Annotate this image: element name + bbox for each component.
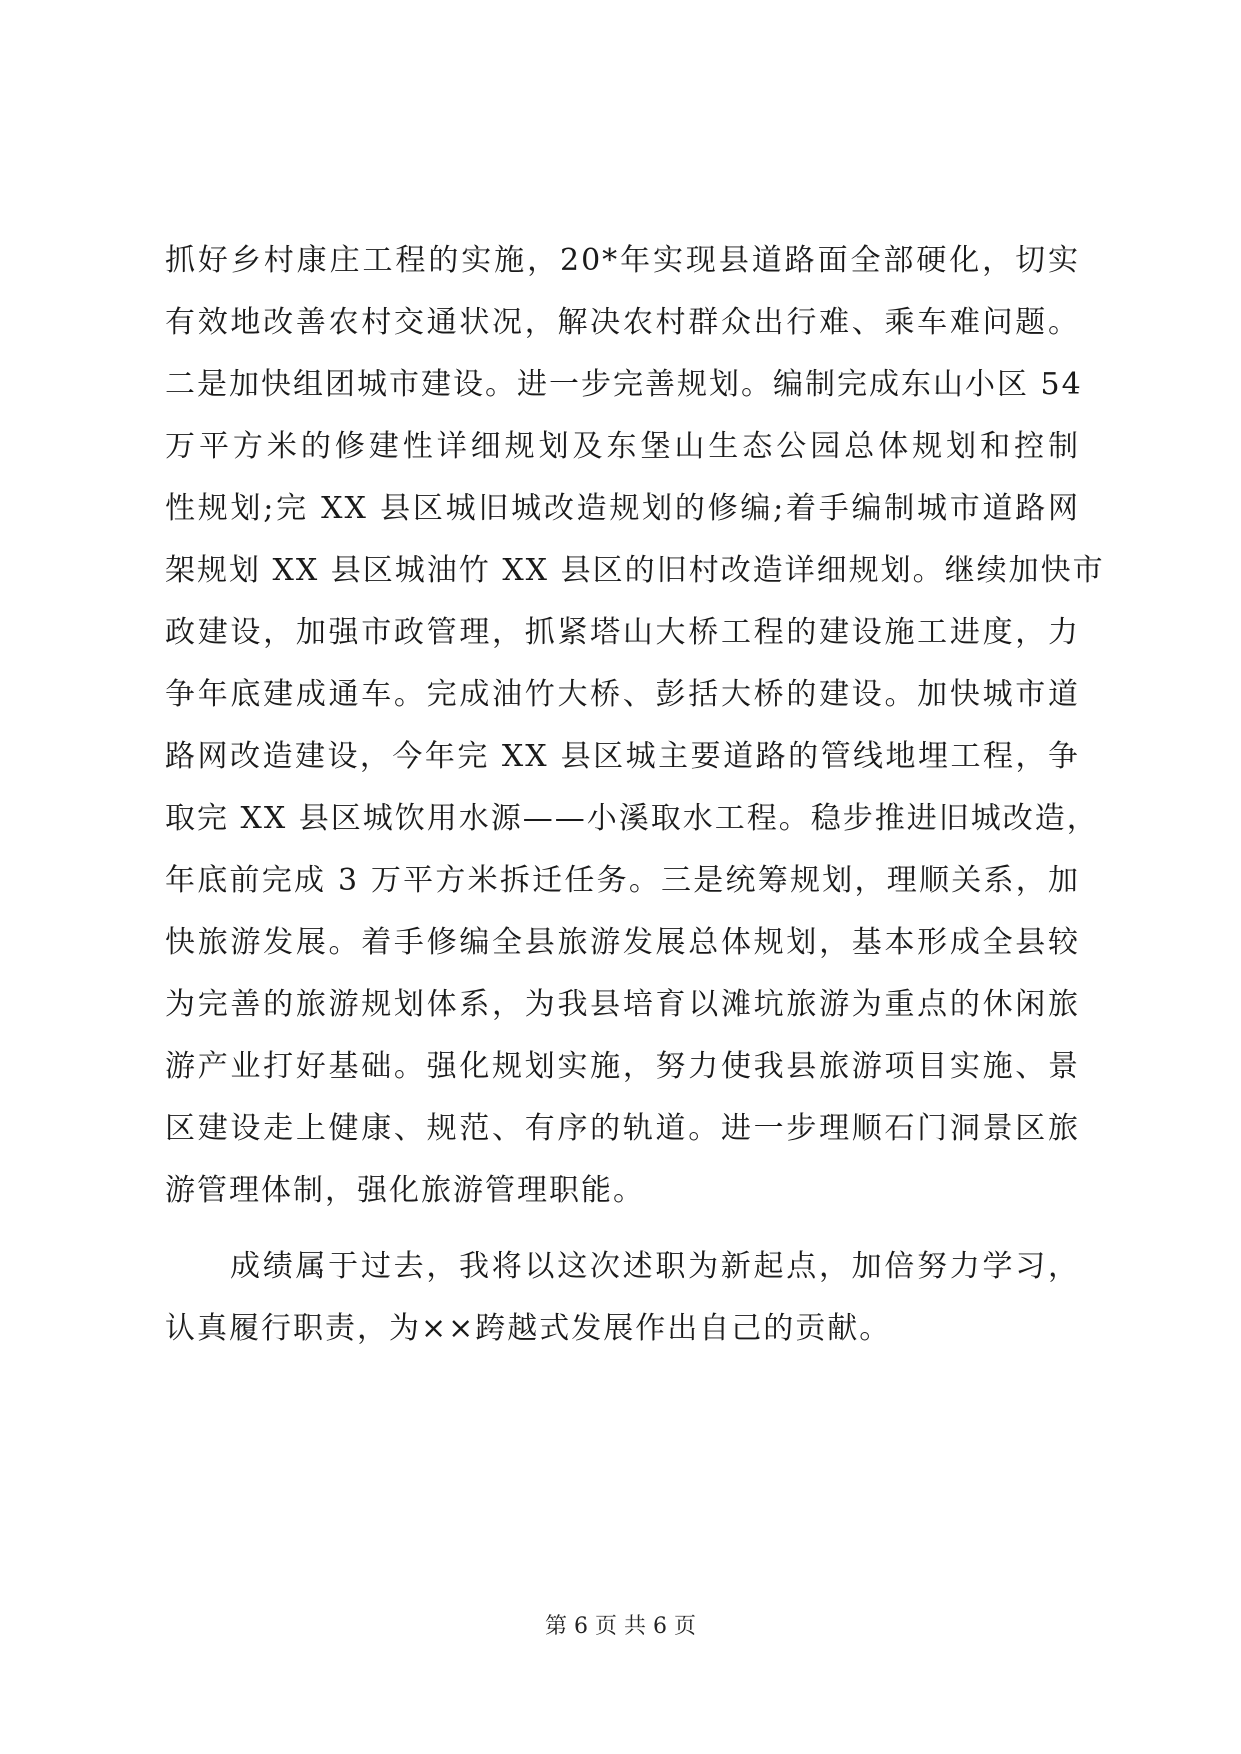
paragraph-gap xyxy=(165,1222,1080,1236)
text-line: 二是加快组团城市建设。进一步完善规划。编制完成东山小区 54 xyxy=(165,367,1083,402)
body-text xyxy=(165,230,1105,1360)
paragraph-2 xyxy=(165,1236,1080,1360)
text-line: 路网改造建设，今年完 XX 县区城主要道路的管线地埋工程，争 xyxy=(165,739,1080,774)
text-line: 为完善的旅游规划体系，为我县培育以滩坑旅游为重点的休闲旅 xyxy=(165,987,1080,1022)
text-line: 认真履行职责，为××跨越式发展作出自己的贡献。 xyxy=(165,1311,892,1346)
text-line: 有效地改善农村交通状况，解决农村群众出行难、乘车难问题。 xyxy=(165,305,1080,340)
text-line: 性规划;完 XX 县区城旧城改造规划的修编;着手编制城市道路网 xyxy=(165,491,1080,526)
text-line: 取完 XX 县区城饮用水源——小溪取水工程。稳步推进旧城改造， xyxy=(165,801,1099,836)
text-line: 架规划 XX 县区城油竹 XX 县区的旧村改造详细规划。继续加快市 xyxy=(165,553,1105,588)
page-number-footer: 第 6 页 共 6 页 xyxy=(545,1614,696,1639)
text-line: 游管理体制，强化旅游管理职能。 xyxy=(165,1173,645,1208)
text-line: 年底前完成 3 万平方米拆迁任务。三是统筹规划，理顺关系，加 xyxy=(165,863,1080,898)
text-line: 游产业打好基础。强化规划实施，努力使我县旅游项目实施、景 xyxy=(165,1049,1080,1084)
text-line: 区建设走上健康、规范、有序的轨道。进一步理顺石门洞景区旅 xyxy=(165,1111,1080,1146)
paragraph-1 xyxy=(165,230,1105,1222)
text-line: 成绩属于过去，我将以这次述职为新起点，加倍努力学习， xyxy=(230,1249,1080,1284)
text-line: 快旅游发展。着手修编全县旅游发展总体规划，基本形成全县较 xyxy=(165,925,1080,960)
text-line: 政建设，加强市政管理，抓紧塔山大桥工程的建设施工进度，力 xyxy=(165,615,1080,650)
text-line: 抓好乡村康庄工程的实施，20*年实现县道路面全部硬化，切实 xyxy=(165,243,1080,278)
text-line: 万平方米的修建性详细规划及东堡山生态公园总体规划和控制 xyxy=(165,429,1080,464)
text-line: 争年底建成通车。完成油竹大桥、彭括大桥的建设。加快城市道 xyxy=(165,677,1080,712)
